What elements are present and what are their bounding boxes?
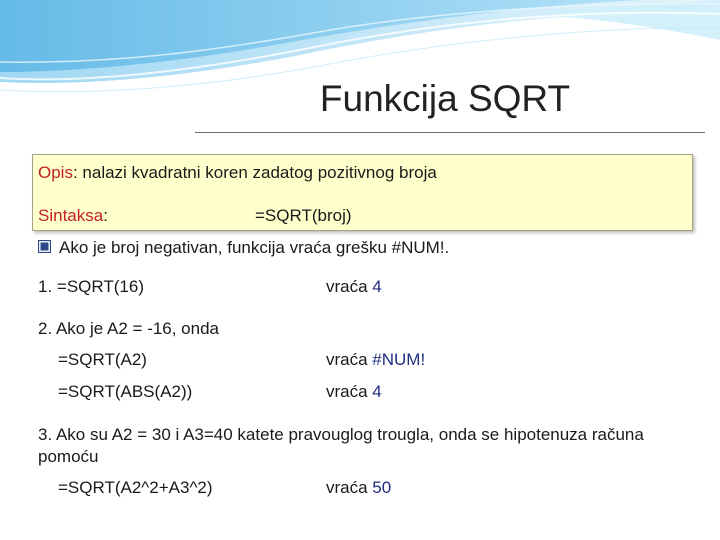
example-1-result xyxy=(326,277,382,297)
syntax-label: Sintaksa xyxy=(38,206,104,225)
example-2-heading: 2. Ako je A2 = -16, onda xyxy=(38,319,219,338)
description-label: Opis xyxy=(38,163,73,182)
syntax-line xyxy=(38,206,108,226)
example-2b-returns: vraća xyxy=(326,382,373,401)
page-title: Funkcija SQRT xyxy=(319,78,571,119)
square-bullet-icon xyxy=(38,240,51,253)
example-3-result xyxy=(326,478,391,498)
title-divider xyxy=(195,132,705,133)
example-3-formula: =SQRT(A2^2+A3^2) xyxy=(58,478,213,497)
syntax-formula: =SQRT(broj) xyxy=(255,206,352,225)
description-text: : nalazi kvadratni koren zadatog pozitivnog broja xyxy=(72,163,437,182)
syntax-colon: : xyxy=(103,206,108,225)
description-line xyxy=(38,163,437,183)
example-2a-returns: vraća xyxy=(326,350,373,369)
example-2a-formula: =SQRT(A2) xyxy=(58,350,147,369)
example-2a-value: #NUM! xyxy=(372,350,426,369)
example-3-heading-line-2: pomoću xyxy=(38,447,99,466)
example-2a-result xyxy=(326,350,425,370)
example-1-returns: vraća xyxy=(326,277,373,296)
example-1-value: 4 xyxy=(372,277,382,296)
example-1-formula: 1. =SQRT(16) xyxy=(38,277,144,296)
bullet-note: Ako je broj negativan, funkcija vraća grešku #NUM!. xyxy=(59,238,450,257)
example-2b-value: 4 xyxy=(372,382,382,401)
example-3-returns: vraća xyxy=(326,478,373,497)
example-3-heading-line-1: 3. Ako su A2 = 30 i A3=40 katete pravouglog trougla, onda se hipotenuza računa xyxy=(38,425,644,444)
definition-box xyxy=(32,154,693,231)
example-3-value: 50 xyxy=(372,478,392,497)
example-2b-formula: =SQRT(ABS(A2)) xyxy=(58,382,193,401)
example-2b-result xyxy=(326,382,382,402)
